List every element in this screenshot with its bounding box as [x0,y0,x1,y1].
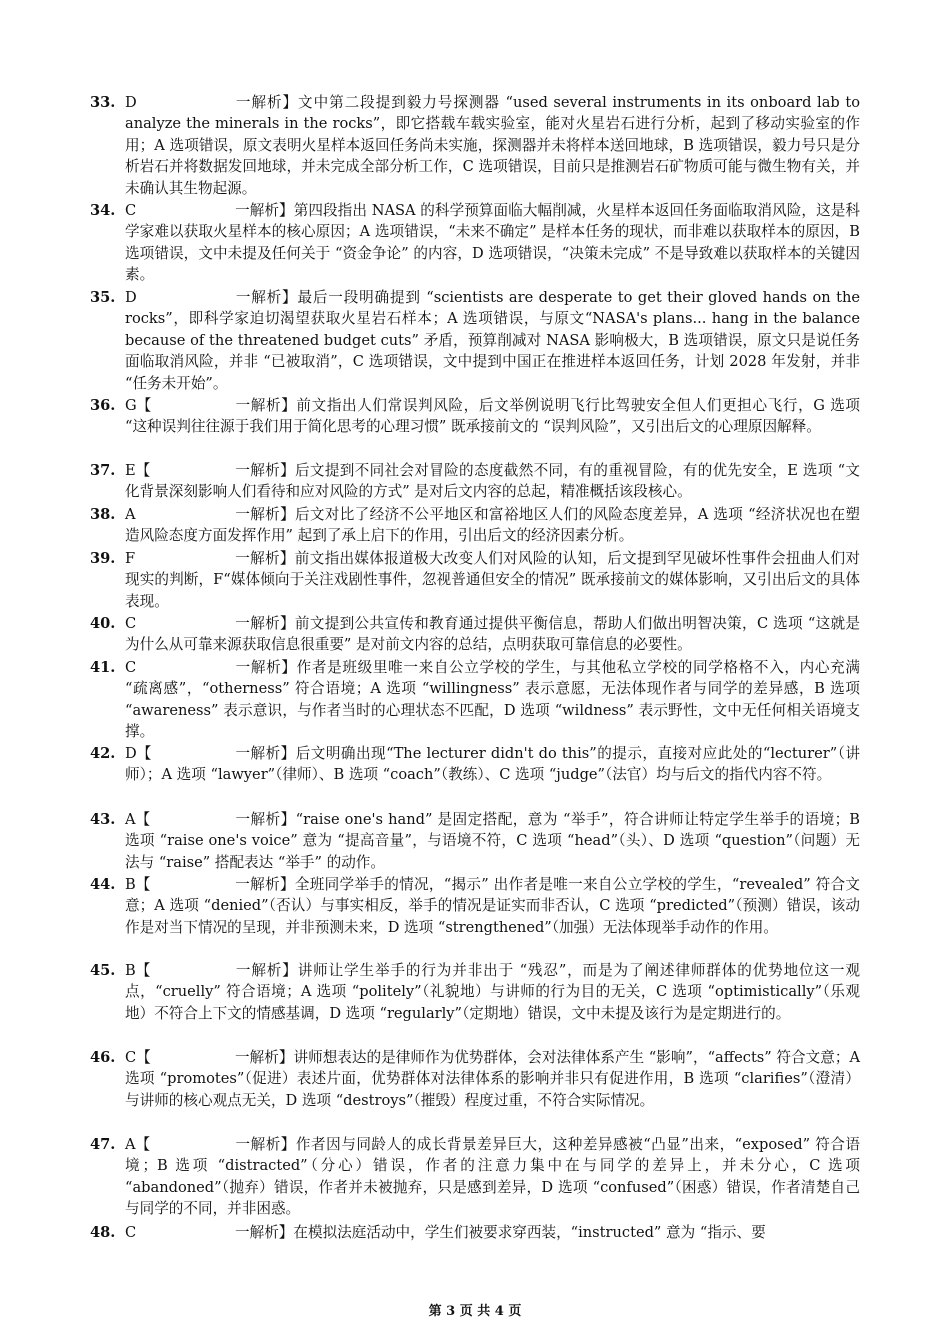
question-number: 43. [90,811,116,828]
explanation-text: 一解析】全班同学举手的情况，“揭示” 出作者是唯一来自公立学校的学生，“revealed” 符合文意；A 选项 “denied”（否认）与事实相反，举手的情况是证实而非否认，C 选项 “predicted”（预测）错误，该动作是对当下情况的呈现，并非预测未来，D 选项 “strengthened”（加强）无法体现举手动作的作用。 [125,876,860,936]
explanation-text: 一解析】文中第二段提到毅力号探测器 “used several instruments in its onboard lab to analyze the minerals in the rocks”，即它搭载车载实验室，能对火星岩石进行分析，起到了移动实验室的作用；A 选项错误，原文表明火星样本返回任务尚未实施，探测器并未将样本送回地球，B 选项错误，毅力号只是分析岩石并将数据发回地球，并未完成全部分析工作，C 选项错误，目前只是推测岩石矿物质可能与微生物有关，并未确认其生物起源。 [125,94,860,197]
explanation-text: 一解析】“raise one's hand” 是固定搭配，意为 “举手”，符合讲师让特定学生举手的语境；B 选项 “raise one's voice” 意为 “提高音量”，与语境不符，C 选项 “head”（头）、D 选项 “question”（问题）无法与 “raise” 搭配表达 “举手” 的动作。 [125,811,860,871]
question-number: 40. [90,615,116,632]
answer-letter: D【 [125,745,152,762]
explanation-text: 一解析】后文提到不同社会对冒险的态度截然不同，有的重视冒险，有的优先安全，E 选项 “文化背景深刻影响人们看待和应对风险的方式” 是对后文内容的总起，精准概括该段核心。 [125,462,860,501]
question-number: 41. [90,659,116,676]
answer-letter: F [125,550,136,567]
explanation-text: 一解析】在模拟法庭活动中，学生们被要求穿西装，“instructed” 意为 “指示、要 [235,1224,766,1241]
answer-letter: D [125,289,137,306]
answer-letter: A【 [125,1136,151,1153]
question-number: 35. [90,289,116,306]
answer-letter: C [125,615,137,632]
answer-item-40 [90,613,860,656]
answer-letter: C [125,1224,137,1241]
answer-item-37 [90,460,860,503]
question-number: 36. [90,397,116,414]
answer-item-38 [90,504,860,547]
question-number: 38. [90,506,116,523]
answer-letter: G【 [125,397,152,414]
answer-item-45 [90,960,860,1024]
explanation-text: 一解析】前文指出媒体报道极大改变人们对风险的认知，后文提到罕见破坏性事件会扭曲人们对现实的判断，F“媒体倾向于关注戏剧性事件，忽视普通但安全的情况” 既承接前文的媒体影响，又引出后文的具体表现。 [125,550,860,610]
question-number: 42. [90,745,116,762]
question-number: 37. [90,462,116,479]
answer-item-36 [90,395,860,438]
question-number: 48. [90,1224,116,1241]
answer-letter: A【 [125,811,151,828]
answer-item-34 [90,200,860,286]
explanation-text: 一解析】作者是班级里唯一来自公立学校的学生，与其他私立学校的同学格格不入，内心充满 “疏离感”，“otherness” 符合语境；A 选项 “willingness” 表示意愿，无法体现作者与同学的差异感，B 选项 “awareness” 表示意识，与作者当时的心理状态不匹配，D 选项 “wildness” 表示野性，文中无任何相关语境支撑。 [125,659,860,741]
page-footer: 第 3 页 共 4 页 [428,1304,522,1319]
answer-letter: C【 [125,1049,151,1066]
answer-item-46 [90,1047,860,1111]
answer-letter: C [125,659,137,676]
answer-item-48 [90,1222,860,1243]
answer-letter: D [125,94,137,111]
answer-item-41 [90,657,860,743]
explanation-text: 一解析】讲师想表达的是律师作为优势群体，会对法律体系产生 “影响”，“affects” 符合文意；A 选项 “promotes”（促进）表述片面，优势群体对法律体系的影响并非只有促进作用，B 选项 “clarifies”（澄清）与讲师的核心观点无关，D 选项 “destroys”（摧毁）程度过重，不符合实际情况。 [125,1049,860,1109]
question-number: 44. [90,876,116,893]
answer-item-35 [90,287,860,394]
explanation-text: 一解析】前文指出人们常误判风险，后文举例说明飞行比驾驶安全但人们更担心飞行，G 选项 “这种误判往往源于我们用于简化思考的心理习惯” 既承接前文的 “误判风险”，又引出后文的心理原因解释。 [125,397,860,436]
answer-item-33 [90,92,860,199]
answer-letter: E【 [125,462,151,479]
question-number: 47. [90,1136,116,1153]
answer-item-43 [90,809,860,873]
answer-item-47 [90,1134,860,1220]
explanation-text: 一解析】后文明确出现“The lecturer didn't do this”的提示，直接对应此处的“lecturer”（讲师）；A 选项 “lawyer”（律师）、B 选项 “coach”（教练）、C 选项 “judge”（法官）均与后文的指代内容不符。 [125,745,860,784]
explanation-text: 一解析】第四段指出 NASA 的科学预算面临大幅削减，火星样本返回任务面临取消风险，这是科学家难以获取火星样本的核心原因；A 选项错误，“未来不确定” 是样本任务的现状，而非难以获取样本的原因，B 选项错误，文中未提及任何关于 “资金争论” 的内容，D 选项错误，“决策未完成” 不是导致难以获取样本的关键因素。 [125,202,860,284]
question-number: 45. [90,962,116,979]
answer-letter: B【 [125,962,151,979]
question-number: 39. [90,550,116,567]
question-number: 34. [90,202,116,219]
answer-letter: A [125,506,136,523]
answer-item-39 [90,548,860,612]
explanation-text: 一解析】后文对比了经济不公平地区和富裕地区人们的风险态度差异，A 选项 “经济状况也在塑造风险态度方面发挥作用” 起到了承上启下的作用，引出后文的经济因素分析。 [125,506,860,545]
explanation-text: 一解析】最后一段明确提到 “scientists are desperate to get their gloved hands on the rocks”，即科学家迫切渴望获取火星岩石样本；A 选项错误，与原文“NASA's plans... hang in the balance because of the threatened budget cuts” 矛盾，预算削减对 NASA 影响极大，B 选项错误，原文只是说任务面临取消风险，并非 “已被取消”，C 选项错误，文中提到中国正在推进样本返回任务，计划 2028 年发射，并非 “任务未开始”。 [125,289,860,392]
explanation-text: 一解析】前文提到公共宣传和教育通过提供平衡信息，帮助人们做出明智决策，C 选项 “这就是为什么从可靠来源获取信息很重要” 是对前文内容的总结，点明获取可靠信息的必要性。 [125,615,860,654]
answer-letter: C [125,202,137,219]
question-number: 33. [90,94,116,111]
answer-item-42 [90,743,860,786]
answer-item-44 [90,874,860,938]
explanation-text: 一解析】作者因与同龄人的成长背景差异巨大，这种差异感被“凸显”出来，“exposed” 符合语境；B 选项 “distracted”（分心）错误，作者的注意力集中在与同学的差异上，并未分心，C 选项 “abandoned”（抛弃）错误，作者并未被抛弃，只是感到差异，D 选项 “confused”（困惑）错误，作者清楚自己与同学的不同，并非困惑。 [125,1136,860,1218]
explanation-text: 一解析】讲师让学生举手的行为并非出于 “残忍”，而是为了阐述律师群体的优势地位这一观点，“cruelly” 符合语境；A 选项 “politely”（礼貌地）与讲师的行为目的无关，C 选项 “optimistically”（乐观地）不符合上下文的情感基调，D 选项 “regularly”（定期地）错误，文中未提及该行为是定期进行的。 [125,962,860,1022]
question-number: 46. [90,1049,116,1066]
answer-letter: B【 [125,876,151,893]
